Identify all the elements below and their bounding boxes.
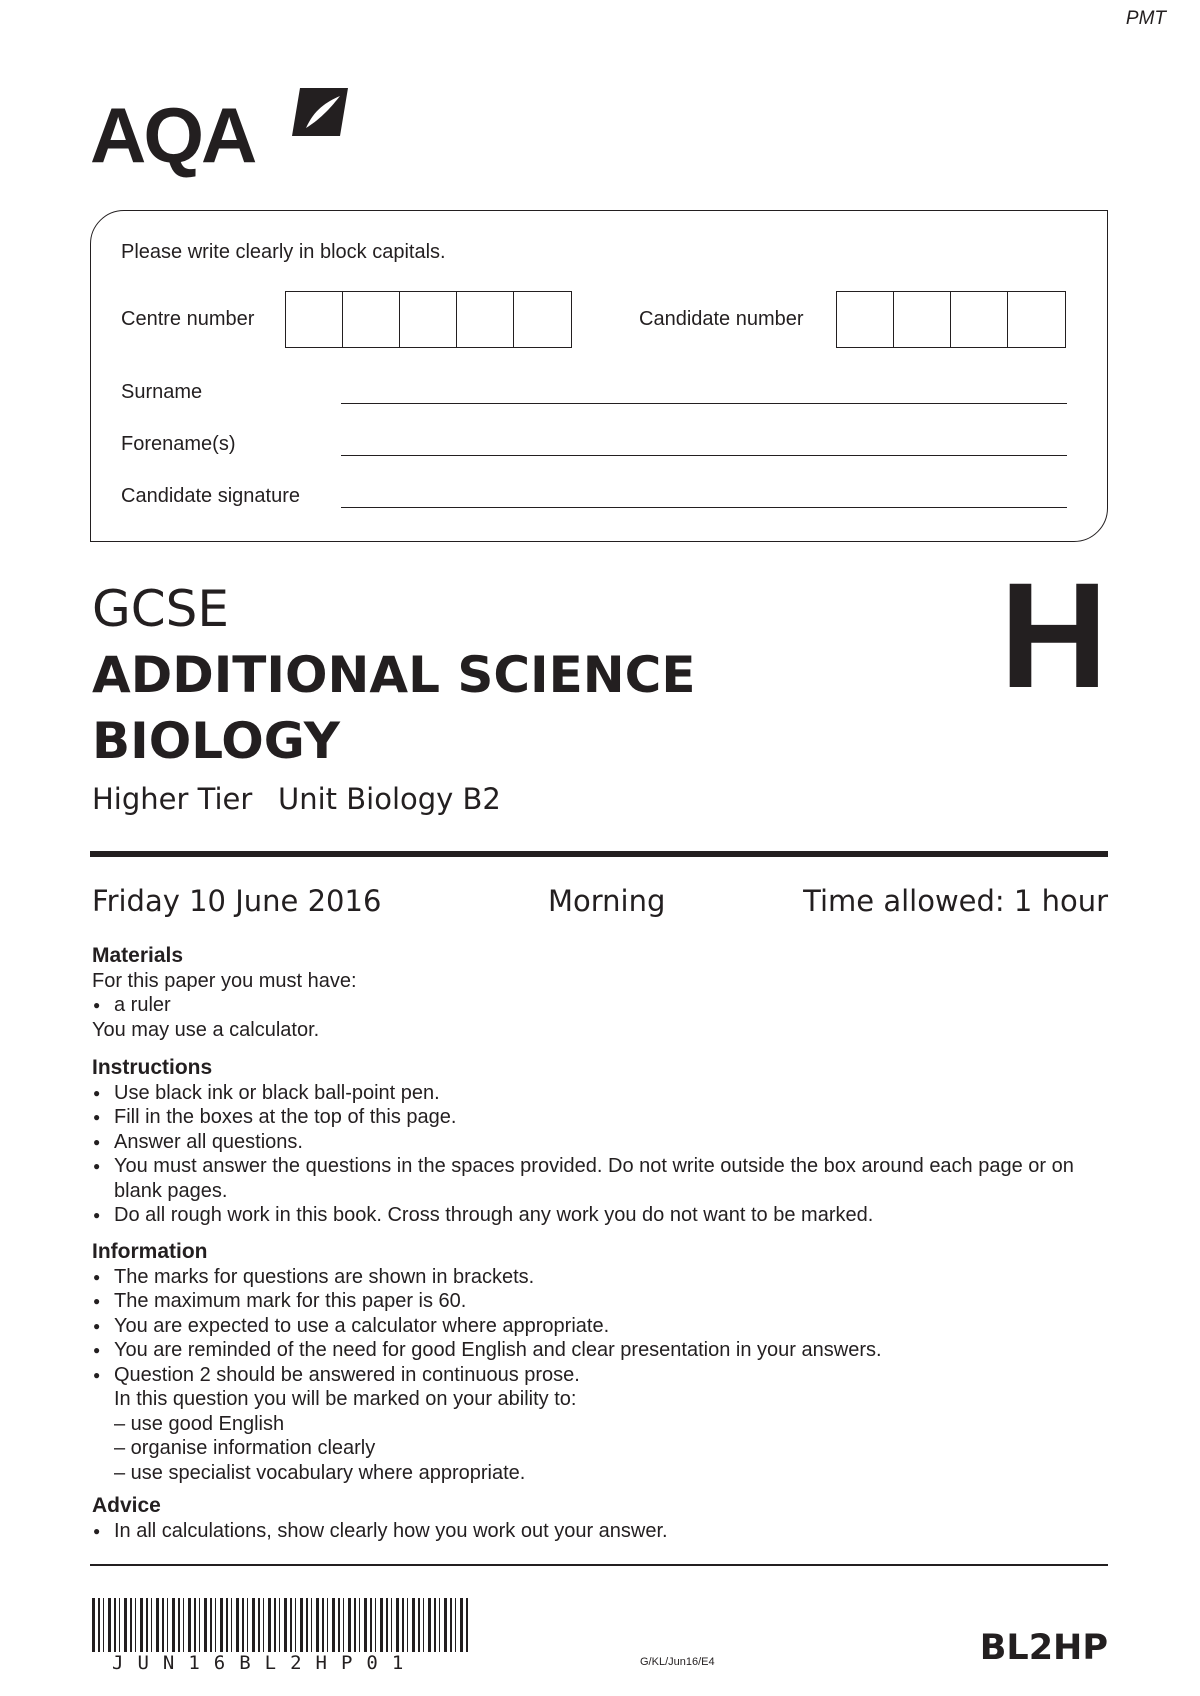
candidate-number-label: Candidate number	[639, 308, 804, 330]
list-item: ● The maximum mark for this paper is 60.	[92, 1289, 1112, 1314]
unit-label: Unit Biology B2	[278, 782, 501, 816]
barcode-bar	[167, 1598, 168, 1652]
aqa-logo-text: AQA	[90, 91, 255, 179]
list-item: ● In all calculations, show clearly how you work out your answer.	[92, 1519, 1112, 1544]
barcode-bar	[284, 1598, 287, 1652]
tier-letter: H	[999, 551, 1108, 719]
surname-line[interactable]	[341, 403, 1067, 404]
candidate-number-cell[interactable]	[951, 292, 1008, 347]
instructions-section	[92, 1056, 1112, 1228]
signature-line[interactable]	[341, 507, 1067, 508]
pmt-watermark: PMT	[1125, 8, 1166, 29]
candidate-number-cell[interactable]	[894, 292, 951, 347]
barcode-bar	[428, 1598, 431, 1652]
barcode-bar	[327, 1598, 328, 1652]
form-instruction: Please write clearly in block capitals.	[121, 241, 446, 263]
list-item: ● Fill in the boxes at the top of this page.	[92, 1105, 1112, 1130]
barcode-bar	[156, 1598, 159, 1652]
barcode-bar	[130, 1598, 132, 1652]
divider-thin	[90, 1564, 1108, 1566]
materials-heading: Materials	[92, 944, 184, 967]
barcode-bar	[295, 1598, 296, 1652]
barcode-bar	[450, 1598, 452, 1652]
barcode-bar	[418, 1598, 420, 1652]
centre-number-cell[interactable]	[457, 292, 514, 347]
barcode-text: JUN16BL2HP01	[112, 1652, 418, 1674]
barcode-bar	[108, 1598, 111, 1652]
barcode-bar	[316, 1598, 319, 1652]
time-allowed: Time allowed: 1 hour	[803, 884, 1108, 918]
list-item: ● Use black ink or black ball-point pen.	[92, 1081, 1112, 1106]
advice-section	[92, 1494, 1112, 1543]
subject-title-line2: BIOLOGY	[92, 712, 340, 770]
paper-code: BL2HP	[979, 1628, 1108, 1668]
barcode-bar	[300, 1598, 303, 1652]
barcode-bar	[114, 1598, 116, 1652]
list-item: ● Do all rough work in this book. Cross through any work you do not want to be marked.	[92, 1203, 1112, 1228]
barcode-bar	[231, 1598, 232, 1652]
signature-label: Candidate signature	[121, 485, 301, 507]
barcode-bar	[183, 1598, 184, 1652]
exam-session: Morning	[548, 884, 666, 918]
barcode-bar	[151, 1598, 152, 1652]
instructions-heading: Instructions	[92, 1056, 213, 1079]
materials-section	[92, 944, 1112, 1042]
barcode-bar	[466, 1598, 468, 1652]
barcode-bar	[172, 1598, 175, 1652]
barcode-bar	[220, 1598, 223, 1652]
barcode-bar	[423, 1598, 424, 1652]
barcode-bar	[460, 1598, 463, 1652]
list-item: ● You are expected to use a calculator where appropriate.	[92, 1314, 1112, 1339]
barcode-bar	[311, 1598, 312, 1652]
divider-thick	[90, 851, 1108, 857]
barcode-bar	[92, 1598, 95, 1652]
tier-label: Higher Tier	[92, 782, 253, 816]
barcode-bar	[439, 1598, 440, 1652]
barcode-bar	[210, 1598, 212, 1652]
centre-number-cell[interactable]	[514, 292, 571, 347]
materials-note: You may use a calculator.	[92, 1018, 320, 1041]
barcode-bar	[391, 1598, 392, 1652]
barcode-bar	[343, 1598, 344, 1652]
forenames-label: Forename(s)	[121, 433, 236, 455]
exam-date: Friday 10 June 2016	[92, 884, 382, 918]
barcode-bar	[354, 1598, 356, 1652]
barcode-bar	[119, 1598, 120, 1652]
prose-item: – use specialist vocabulary where appropriate.	[114, 1461, 526, 1484]
barcode-bar	[279, 1598, 280, 1652]
barcode-bar	[322, 1598, 324, 1652]
list-item: ● Answer all questions.	[92, 1130, 1112, 1155]
leaf-icon	[292, 88, 348, 136]
barcode-bar	[370, 1598, 372, 1652]
barcode-bar	[455, 1598, 456, 1652]
barcode-icon	[92, 1598, 472, 1652]
list-item: ● You must answer the questions in the spaces provided. Do not write outside the box around each page or on blank pages.	[92, 1154, 1112, 1203]
forenames-line[interactable]	[341, 455, 1067, 456]
barcode-bar	[215, 1598, 216, 1652]
barcode-bar	[162, 1598, 164, 1652]
barcode-bar	[263, 1598, 264, 1652]
centre-number-label: Centre number	[121, 308, 255, 330]
barcode-bar	[364, 1598, 367, 1652]
centre-number-boxes[interactable]	[285, 291, 572, 348]
barcode-bar	[146, 1598, 148, 1652]
barcode-bar	[434, 1598, 436, 1652]
prose-item: – use good English	[114, 1412, 285, 1435]
barcode-bar	[199, 1598, 200, 1652]
barcode-bar	[236, 1598, 239, 1652]
list-item: ● Question 2 should be answered in continuous prose.	[92, 1363, 1112, 1388]
barcode-bar	[194, 1598, 196, 1652]
barcode-bar	[386, 1598, 388, 1652]
barcode-bar	[103, 1598, 104, 1652]
barcode-bar	[407, 1598, 408, 1652]
barcode-bar	[140, 1598, 143, 1652]
barcode-bar	[204, 1598, 207, 1652]
list-item: ● The marks for questions are shown in brackets.	[92, 1265, 1112, 1290]
barcode-bar	[268, 1598, 271, 1652]
information-section	[92, 1240, 1112, 1485]
prose-intro: In this question you will be marked on your ability to:	[114, 1388, 577, 1410]
information-heading: Information	[92, 1240, 208, 1263]
advice-heading: Advice	[92, 1494, 161, 1517]
barcode-bar	[226, 1598, 228, 1652]
barcode-bar	[178, 1598, 180, 1652]
barcode-bar	[359, 1598, 360, 1652]
barcode-bar	[274, 1598, 276, 1652]
barcode-bar	[375, 1598, 376, 1652]
barcode-bar	[98, 1598, 100, 1652]
barcode-bar	[396, 1598, 399, 1652]
barcode-bar	[338, 1598, 340, 1652]
surname-label: Surname	[121, 381, 203, 403]
prose-item: – organise information clearly	[114, 1437, 376, 1459]
barcode-bar	[402, 1598, 404, 1652]
candidate-number-boxes[interactable]	[836, 291, 1066, 348]
qualification-title: GCSE	[92, 580, 229, 638]
barcode-bar	[258, 1598, 260, 1652]
list-item: ● You are reminded of the need for good English and clear presentation in your answers.	[92, 1338, 1112, 1363]
candidate-number-cell[interactable]	[1008, 292, 1065, 347]
barcode-bar	[444, 1598, 447, 1652]
barcode-bar	[380, 1598, 383, 1652]
centre-number-cell[interactable]	[400, 292, 457, 347]
aqa-logo	[90, 88, 360, 182]
barcode-bar	[290, 1598, 292, 1652]
barcode-bar	[252, 1598, 255, 1652]
candidate-details-box	[90, 210, 1108, 542]
barcode-bar	[124, 1598, 127, 1652]
barcode-bar	[348, 1598, 351, 1652]
barcode-bar	[242, 1598, 244, 1652]
subject-title-line1: ADDITIONAL SCIENCE	[92, 646, 696, 704]
barcode-bar	[247, 1598, 248, 1652]
candidate-number-cell[interactable]	[837, 292, 894, 347]
centre-number-cell[interactable]	[343, 292, 400, 347]
barcode-bar	[188, 1598, 191, 1652]
barcode-bar	[332, 1598, 335, 1652]
barcode-bar	[135, 1598, 136, 1652]
centre-number-cell[interactable]	[286, 292, 343, 347]
barcode-bar	[306, 1598, 308, 1652]
list-item: ● a ruler	[92, 993, 1112, 1018]
barcode-bar	[412, 1598, 415, 1652]
materials-intro: For this paper you must have:	[92, 969, 357, 992]
paper-reference: G/KL/Jun16/E4	[640, 1656, 715, 1668]
